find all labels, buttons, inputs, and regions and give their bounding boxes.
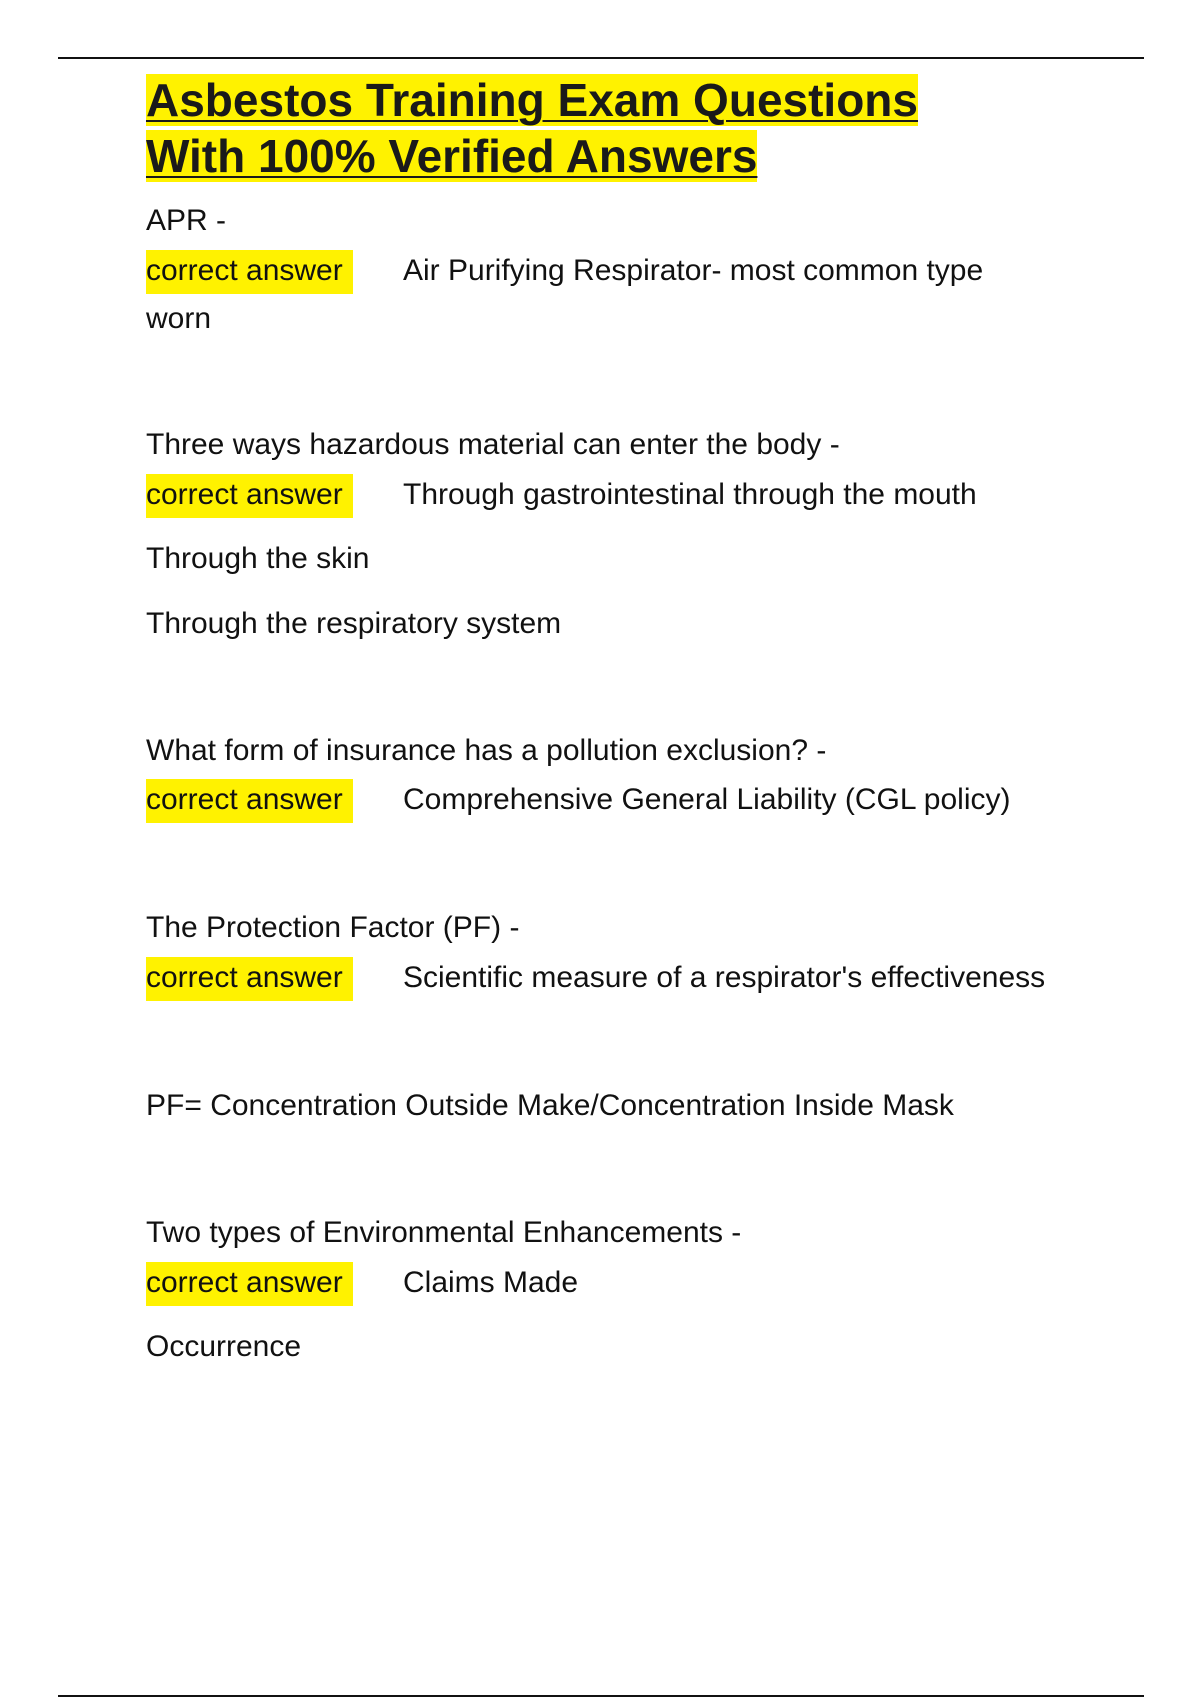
answer-label-1: correct answer — [146, 250, 353, 294]
answer-label-5: correct answer — [146, 1262, 353, 1306]
answer-4-continuation-1: PF= Concentration Outside Make/Concentration Inside Mask — [146, 1089, 954, 1122]
answer-1: Air Purifying Respirator- most common type — [403, 254, 984, 287]
answer-4: Scientific measure of a respirator's effectiveness — [403, 961, 1046, 994]
question-4: The Protection Factor (PF) - — [146, 911, 520, 944]
bottom-rule — [58, 1695, 1144, 1697]
answer-label-2: correct answer — [146, 474, 353, 518]
answer-2-continuation-1: Through the skin — [146, 542, 370, 575]
answer-2: Through gastrointestinal through the mouth — [403, 478, 977, 511]
question-3: What form of insurance has a pollution exclusion? - — [146, 734, 827, 767]
title-line-1: Asbestos Training Exam Questions — [146, 74, 918, 126]
document-title — [146, 72, 1026, 184]
question-5: Two types of Environmental Enhancements - — [146, 1216, 742, 1249]
top-rule — [58, 57, 1144, 59]
title-line-2: With 100% Verified Answers — [146, 130, 758, 182]
answer-1-continuation-1: worn — [146, 302, 212, 335]
answer-2-continuation-2: Through the respiratory system — [146, 607, 562, 640]
answer-5: Claims Made — [403, 1266, 579, 1299]
answer-3: Comprehensive General Liability (CGL policy) — [403, 783, 1011, 816]
answer-5-continuation-1: Occurrence — [146, 1330, 302, 1363]
question-2: Three ways hazardous material can enter the body - — [146, 428, 840, 461]
question-1: APR - — [146, 204, 227, 237]
answer-label-4: correct answer — [146, 957, 353, 1001]
answer-label-3: correct answer — [146, 779, 353, 823]
